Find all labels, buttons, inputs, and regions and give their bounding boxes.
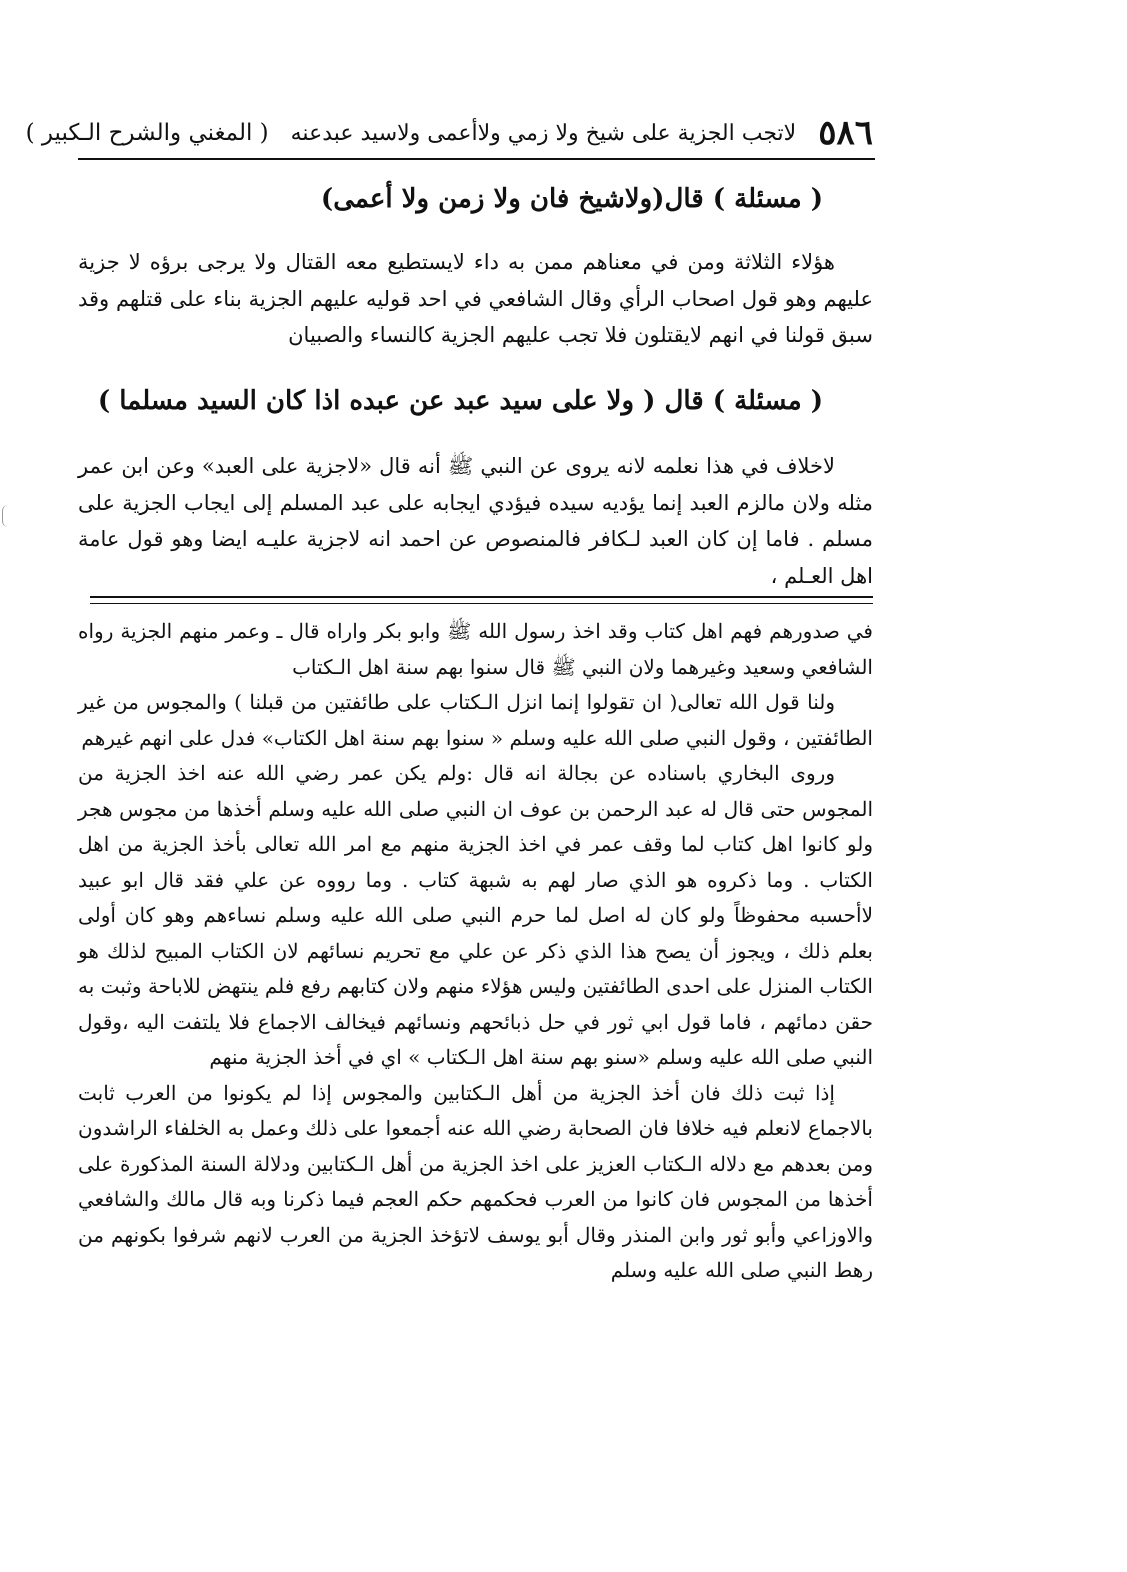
matn-sharh-divider [90, 596, 873, 604]
book-title: ( المغني والشرح الـكبير ) [25, 120, 269, 146]
page-header [25, 108, 873, 158]
sharh-paragraph: إذا ثبت ذلك فان أخذ الجزية من أهل الـكتابين والمجوس إذا لم يكونوا من العرب ثابت بالاجماع لانعلم فيه خلافا فان الصحابة رضي الله عنه أجمعوا على ذلك وعمل به الخلفاء الراشدون ومن بعدهم مع دلاله الـكتاب العزيز على اخذ الجزية من أهل الـكتابين ودلالة السنة المذكورة على أخذها من المجوس فان كانوا من العرب فحكمهم حكم العجم فيما ذكرنا وبه قال مالك والشافعي والاوزاعي وأبو ثور وابن المنذر وقال أبو يوسف لاتؤخذ الجزية من العرب لانهم شرفوا بكونهم من رهط النبي صلى الله عليه وسلم [78, 1080, 873, 1282]
matn-section-2 [78, 448, 873, 594]
sharh-paragraph: وروى البخاري باسناده عن بجالة انه قال :ولم يكن عمر رضي الله عنه اخذ الجزية من المجوس حتى قال له عبد الرحمن بن عوف ان النبي صلى الله عليه وسلم أخذها من مجوس هجر ولو كانوا اهل كتاب لما وقف عمر في اخذ الجزية منهم مع امر الله تعالى بأخذ الجزية من اهل الكتاب . وما ذكروه هو الذي صار لهم به شبهة كتاب . وما رووه عن علي فقد قال ابو عبيد لاأحسبه محفوظاً ولو كان له اصل لما حرم النبي صلى الله عليه وسلم نساءهم وهو كان أولى بعلم ذلك ، ويجوز أن يصح هذا الذي ذكر عن علي مع تحريم نسائهم لان الكتاب المبيح لذلك هو الكتاب المنزل على احدى الطائفتين وليس هؤلاء منهم ولان كتابهم رفع فلم ينتهض للاباحة وثبت به حقن دمائهم ، فاما قول ابي ثور في حل ذبائحهم ونسائهم فيخالف الاجماع فلا يلتفت اليه ،وقول النبي صلى الله عليه وسلم «سنو بهم سنة اهل الـكتاب » اي في أخذ الجزية منهم [78, 761, 873, 1069]
masala-heading-2: ( مسئلة ) قال ( ولا على سيد عبد عن عبده اذا كان السيد مسلما ) [97, 386, 823, 416]
masala-heading-1: ( مسئلة ) قال(ولاشيخ فان ولا زمن ولا أعمى) [320, 184, 823, 214]
matn-paragraph-1: هؤلاء الثلاثة ومن في معناهم ممن به داء لايستطيع معه القتال ولا يرجى برؤه لا جزية عليهم وهو قول اصحاب الرأي وقال الشافعي في احد قوليه عليهم الجزية بناء على قتلهم وقد سبق قولنا في انهم لايقتلون فلا تجب عليهم الجزية كالنساء والصبيان [78, 250, 873, 347]
page-number: ٥٨٦ [818, 113, 873, 153]
margin-mark [2, 505, 9, 527]
sharh-section [78, 614, 873, 1289]
sharh-paragraph: ولنا قول الله تعالى( ان تقولوا إنما انزل الـكتاب على طائفتين من قبلنا ) والمجوس من غير الطائفتين ، وقول النبي صلى الله عليه وسلم « سنوا بهم سنة اهل الكتاب» فدل على انهم غيرهم [78, 690, 873, 750]
running-title: لاتجب الجزية على شيخ ولا زمي ولاأعمى ولاسيد عبدعنه [290, 120, 797, 146]
sharh-paragraph: في صدورهم فهم اهل كتاب وقد اخذ رسول الله ﷺ وابو بكر واراه قال ـ وعمر منهم الجزية رواه الشافعي وسعيد وغيرهما ولان النبي ﷺ قال سنوا بهم سنة اهل الـكتاب [78, 619, 873, 679]
header-rule [78, 158, 875, 160]
matn-paragraph-2: لاخلاف في هذا نعلمه لانه يروى عن النبي ﷺ أنه قال «لاجزية على العبد» وعن ابن عمر مثله ولان مالزم العبد إنما يؤديه سيده فيؤدي ايجابه على عبد المسلم إلى ايجاب الجزية على مسلم . فاما إن كان العبد لـكافر فالمنصوص عن احمد انه لاجزية عليـه ايضا وهو قول عامة اهل العـلم ، [78, 454, 873, 588]
matn-section-1 [78, 244, 873, 354]
